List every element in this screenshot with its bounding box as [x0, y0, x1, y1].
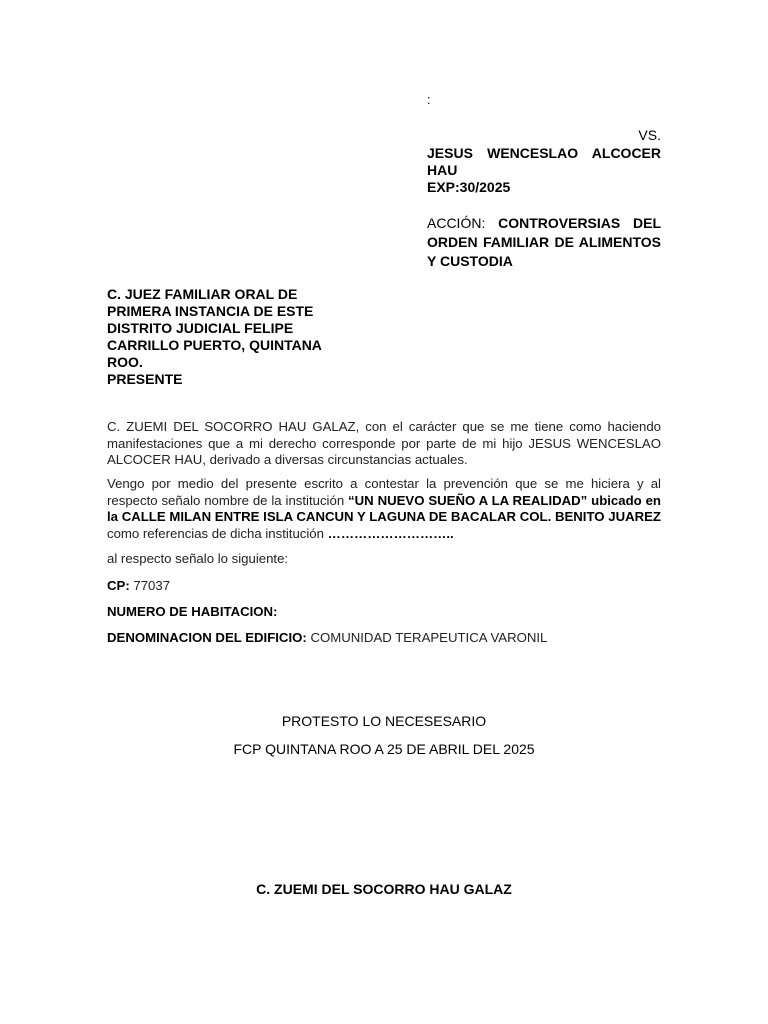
action-text: CONTROVERSIAS DEL ORDEN FAMILIAR DE ALIMENTOS Y CUSTODIA: [427, 215, 661, 269]
postal-code-field: [107, 578, 170, 593]
addressee-line: PRESENTE: [107, 371, 183, 387]
building-name-label: DENOMINACION DEL EDIFICIO:: [107, 630, 307, 645]
building-name-value: COMUNIDAD TERAPEUTICA VARONIL: [306, 630, 548, 645]
intro-paragraph: C. ZUEMI DEL SOCORRO HAU GALAZ, con el carácter que se me tiene como haciendo manifestaciones que a mi derecho corresponde por parte de mi hijo JESUS WENCESLAO ALCOCER HAU, derivado a diversas circunstancias actuales.: [107, 419, 661, 467]
versus-label: VS.: [638, 127, 661, 143]
building-name-field: [107, 630, 547, 645]
case-number: EXP:30/2025: [427, 179, 511, 195]
institution-paragraph: [107, 476, 661, 542]
party-name-line1: JESUS WENCESLAO ALCOCER: [427, 145, 661, 161]
protest-statement: PROTESTO LO NECESESARIO: [281, 713, 487, 729]
addressee-line: CARRILLO PUERTO, QUINTANA: [107, 337, 322, 353]
institution-text-start: Vengo por medio del presente escrito a contestar la prevención que se me hiciera y al respecto señalo nombre de la institución: [107, 476, 661, 508]
postal-code-label: CP:: [107, 578, 130, 593]
header-colon: :: [427, 92, 431, 107]
action-block: [427, 214, 661, 271]
institution-text-end: como referencias de dicha institución: [107, 525, 328, 541]
postal-code-value: 77037: [129, 578, 171, 593]
addressee-line: ROO.: [107, 354, 143, 370]
addressee-block: [107, 286, 337, 388]
institution-name-address: “UN NUEVO SUEÑO A LA REALIDAD” ubicado en la CALLE MILAN ENTRE ISLA CANCUN Y LAGUNA DE BACALAR COL. BENITO JUAREZ: [107, 492, 661, 524]
party-name-line2: HAU: [427, 162, 458, 178]
addressee-line: DISTRITO JUDICIAL FELIPE: [107, 320, 294, 336]
action-label: ACCIÓN:: [427, 215, 486, 231]
room-number-field: [107, 604, 277, 619]
addressee-line: PRIMERA INSTANCIA DE ESTE: [107, 303, 314, 319]
statement-paragraph: al respecto señalo lo siguiente:: [107, 551, 289, 566]
signature-name: C. ZUEMI DEL SOCORRO HAU GALAZ: [256, 881, 512, 897]
institution-dots: ………………………..: [327, 525, 454, 541]
place-date: FCP QUINTANA ROO A 25 DE ABRIL DEL 2025: [233, 741, 535, 757]
addressee-line: C. JUEZ FAMILIAR ORAL DE: [107, 286, 298, 302]
room-number-label: NUMERO DE HABITACION:: [107, 604, 278, 619]
